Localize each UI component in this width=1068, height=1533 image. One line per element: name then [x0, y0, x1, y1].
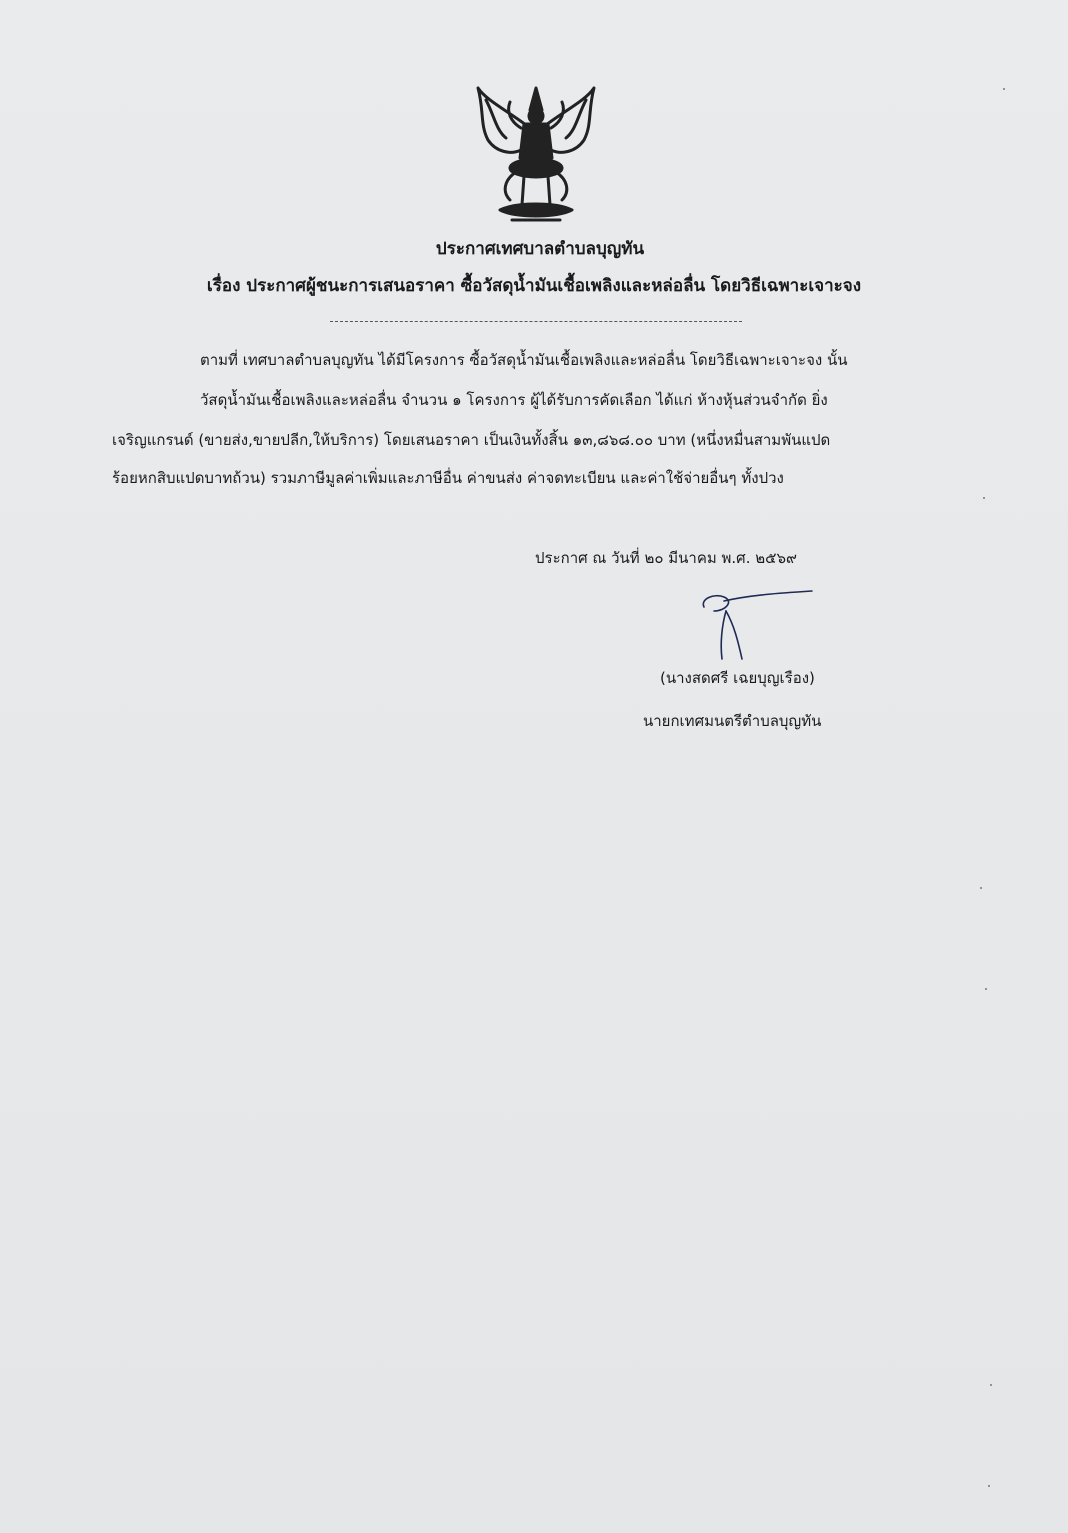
- title-divider: [330, 321, 742, 322]
- body-line-1: ตามที่ เทศบาลตำบลบุญทัน ได้มีโครงการ ซื้อวัสดุน้ำมันเชื้อเพลิงและหล่อลื่น โดยวิธีเฉพาะเจาะจง นั้น: [200, 351, 848, 369]
- scan-speck: [990, 1384, 992, 1386]
- signer-title: นายกเทศมนตรีตำบลบุญทัน: [643, 712, 822, 730]
- scan-speck: [988, 1485, 990, 1487]
- announcement-subject: เรื่อง ประกาศผู้ชนะการเสนอราคา ซื้อวัสดุน้ำมันเชื้อเพลิงและหล่อลื่น โดยวิธีเฉพาะเจาะจง: [206, 276, 862, 296]
- scan-speck: [983, 497, 985, 499]
- announcement-agency-title: ประกาศเทศบาลตำบลบุญทัน: [435, 239, 645, 259]
- scan-speck: [1003, 88, 1005, 90]
- body-line-4: ร้อยหกสิบแปดบาทถ้วน) รวมภาษีมูลค่าเพิ่มและภาษีอื่น ค่าขนส่ง ค่าจดทะเบียน และค่าใช้จ่ายอื่นๆ ทั้งปวง: [112, 469, 784, 487]
- body-line-3: เจริญแกรนด์ (ขายส่ง,ขายปลีก,ให้บริการ) โดยเสนอราคา เป็นเงินทั้งสิ้น ๑๓,๘๖๘.๐๐ บาท (หนึ่งหมื่นสามพันแปด: [112, 431, 831, 449]
- garuda-emblem-icon: [466, 80, 606, 230]
- handwritten-signature-icon: [690, 585, 820, 665]
- scan-speck: [985, 988, 987, 990]
- signer-name: (นางสดศรี เฉยบุญเรือง): [660, 669, 815, 687]
- scan-speck: [980, 887, 982, 889]
- announcement-date: ประกาศ ณ วันที่ ๒๐ มีนาคม พ.ศ. ๒๕๖๙: [535, 549, 797, 567]
- body-line-2: วัสดุน้ำมันเชื้อเพลิงและหล่อลื่น จำนวน ๑ โครงการ ผู้ได้รับการคัดเลือก ได้แก่ ห้างหุ้นส่วนจำกัด ยิ่ง: [200, 391, 828, 409]
